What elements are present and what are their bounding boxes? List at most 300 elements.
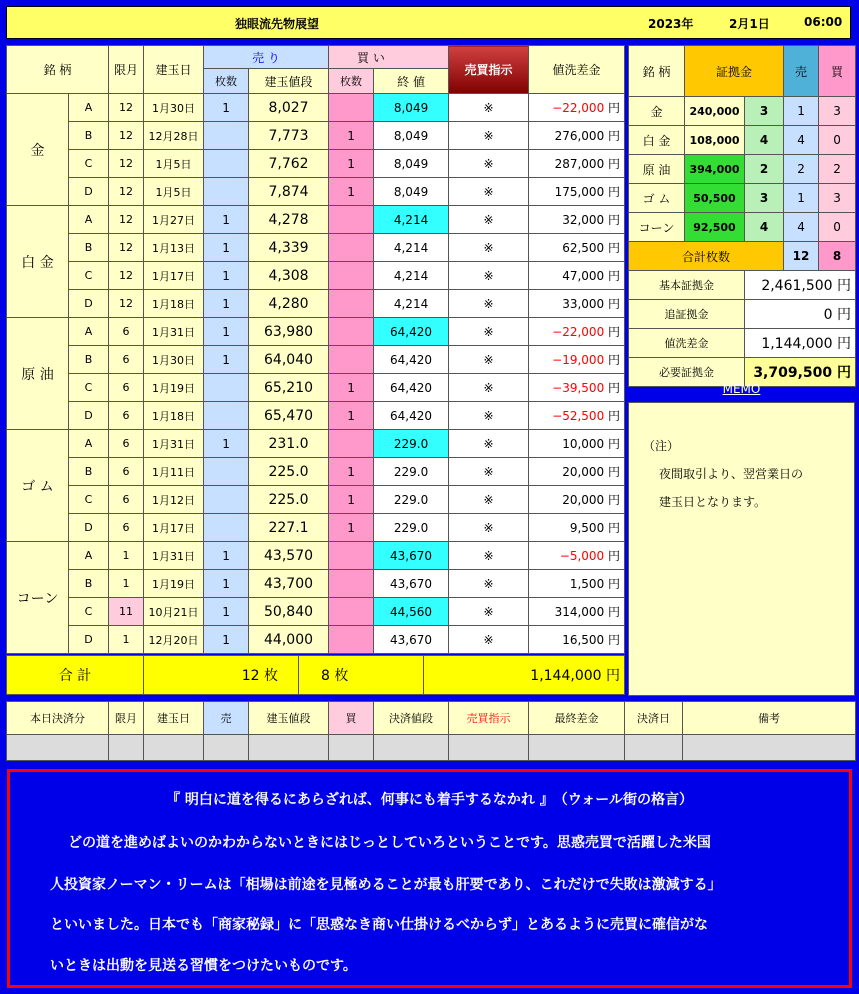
mtm-value: 32,000 — [562, 213, 605, 227]
mtm-value: 47,000 — [562, 269, 605, 283]
table-row — [7, 374, 625, 402]
commodity-name: ゴ ム — [7, 430, 69, 542]
mtm-diff — [529, 122, 625, 150]
margin-commodity: ゴ ム — [629, 184, 685, 213]
signal-mark: ※ — [449, 94, 529, 122]
entry-price: 43,570 — [249, 542, 329, 570]
contract-key: C — [69, 374, 109, 402]
mtm-diff — [529, 234, 625, 262]
buy-count — [329, 626, 374, 654]
commodity-name: 金 — [7, 94, 69, 206]
signal-mark: ※ — [449, 626, 529, 654]
close-price: 64,420 — [374, 374, 449, 402]
settle-cell — [529, 735, 625, 761]
margin-sell: 4 — [784, 213, 819, 242]
yen-unit: 円 — [608, 549, 621, 563]
col-meigara: 銘 柄 — [7, 46, 109, 94]
mtm-diff — [529, 402, 625, 430]
position-date: 1月19日 — [144, 570, 204, 598]
signal-mark: ※ — [449, 402, 529, 430]
mtm-value: 10,000 — [562, 437, 605, 451]
margin-count: 2 — [745, 155, 784, 184]
col-signal: 売買指示 — [449, 46, 529, 94]
sell-count — [204, 178, 249, 206]
close-price: 43,670 — [374, 542, 449, 570]
contract-key: A — [69, 430, 109, 458]
summary-value: 1,144,000 円 — [745, 329, 856, 358]
header-bar — [6, 6, 851, 39]
position-date: 1月5日 — [144, 178, 204, 206]
contract-month: 12 — [109, 94, 144, 122]
mtm-diff — [529, 486, 625, 514]
position-date: 1月13日 — [144, 234, 204, 262]
close-price: 64,420 — [374, 402, 449, 430]
header-date: 2月1日 — [729, 17, 770, 31]
table-row — [7, 262, 625, 290]
close-price: 229.0 — [374, 514, 449, 542]
mtm-diff — [529, 262, 625, 290]
contract-month: 12 — [109, 234, 144, 262]
buy-count: 1 — [329, 122, 374, 150]
margin-table — [628, 45, 856, 387]
margin-commodity: 金 — [629, 97, 685, 126]
buy-count: 1 — [329, 374, 374, 402]
sell-count: 1 — [204, 542, 249, 570]
mtm-value: 62,500 — [562, 241, 605, 255]
yen-unit: 円 — [608, 269, 621, 283]
position-date: 1月27日 — [144, 206, 204, 234]
total-count-buy: 8 — [819, 242, 856, 271]
yen-unit: 円 — [608, 185, 621, 199]
mtm-diff — [529, 178, 625, 206]
table-row — [7, 626, 625, 654]
buy-count — [329, 570, 374, 598]
summary-row — [629, 300, 856, 329]
table-row — [7, 150, 625, 178]
contract-month: 1 — [109, 626, 144, 654]
table-row — [7, 570, 625, 598]
signal-mark: ※ — [449, 150, 529, 178]
mtm-value: 9,500 — [569, 521, 605, 535]
position-date: 1月12日 — [144, 486, 204, 514]
settle-col: 決済日 — [625, 702, 683, 735]
buy-count — [329, 318, 374, 346]
settle-col: 売買指示 — [449, 702, 529, 735]
entry-price: 7,773 — [249, 122, 329, 150]
col-sell-header: 売 り — [204, 46, 329, 69]
settle-cell — [249, 735, 329, 761]
settle-col: 買 — [329, 702, 374, 735]
mtm-value: 16,500 — [562, 633, 605, 647]
margin-row — [629, 184, 856, 213]
sell-count: 1 — [204, 430, 249, 458]
entry-price: 7,874 — [249, 178, 329, 206]
contract-month: 11 — [109, 598, 144, 626]
entry-price: 8,027 — [249, 94, 329, 122]
close-price: 4,214 — [374, 234, 449, 262]
close-price: 4,214 — [374, 290, 449, 318]
col-sagaku: 値洗差金 — [529, 46, 625, 94]
contract-key: B — [69, 346, 109, 374]
contract-key: D — [69, 514, 109, 542]
signal-mark: ※ — [449, 542, 529, 570]
sell-count — [204, 402, 249, 430]
margin-count: 3 — [745, 184, 784, 213]
position-date: 1月30日 — [144, 346, 204, 374]
position-date: 1月17日 — [144, 262, 204, 290]
close-price: 43,670 — [374, 570, 449, 598]
mtm-diff — [529, 514, 625, 542]
summary-row — [629, 271, 856, 300]
settle-cell — [144, 735, 204, 761]
summary-label: 値洗差金 — [629, 329, 745, 358]
contract-key: A — [69, 94, 109, 122]
mtm-diff — [529, 430, 625, 458]
yen-unit: 円 — [608, 409, 621, 423]
position-date: 1月5日 — [144, 150, 204, 178]
contract-key: C — [69, 486, 109, 514]
settle-col: 建玉値段 — [249, 702, 329, 735]
buy-count — [329, 346, 374, 374]
close-price: 229.0 — [374, 486, 449, 514]
total-buy: 8 枚 — [299, 656, 424, 695]
buy-count — [329, 542, 374, 570]
mtm-value: −39,500 — [552, 381, 605, 395]
position-date: 1月31日 — [144, 542, 204, 570]
sell-count: 1 — [204, 318, 249, 346]
position-date: 1月30日 — [144, 94, 204, 122]
margin-row — [629, 155, 856, 184]
sell-count: 1 — [204, 346, 249, 374]
total-label: 合 計 — [7, 656, 144, 695]
sell-count: 1 — [204, 262, 249, 290]
buy-count — [329, 430, 374, 458]
entry-price: 231.0 — [249, 430, 329, 458]
mtm-diff — [529, 94, 625, 122]
mtm-value: 20,000 — [562, 465, 605, 479]
table-row — [7, 430, 625, 458]
position-date: 12月28日 — [144, 122, 204, 150]
position-date: 1月18日 — [144, 290, 204, 318]
yen-unit: 円 — [608, 325, 621, 339]
margin-row — [629, 126, 856, 155]
total-sell: 12 枚 — [144, 656, 299, 695]
settlement-table — [6, 701, 856, 761]
contract-month: 6 — [109, 430, 144, 458]
mtm-value: −19,000 — [552, 353, 605, 367]
buy-count: 1 — [329, 402, 374, 430]
position-date: 10月21日 — [144, 598, 204, 626]
page-title: 独眼流先物展望 — [235, 17, 320, 31]
mtm-value: 276,000 — [554, 129, 605, 143]
table-row — [7, 290, 625, 318]
signal-mark: ※ — [449, 346, 529, 374]
yen-unit: 円 — [608, 129, 621, 143]
table-row — [7, 402, 625, 430]
mtm-diff — [529, 374, 625, 402]
sell-count: 1 — [204, 626, 249, 654]
total-count-sell: 12 — [784, 242, 819, 271]
entry-price: 43,700 — [249, 570, 329, 598]
sell-count: 1 — [204, 234, 249, 262]
contract-month: 6 — [109, 318, 144, 346]
col-gengetsu: 限月 — [109, 46, 144, 94]
close-price: 8,049 — [374, 94, 449, 122]
close-price: 43,670 — [374, 626, 449, 654]
close-price: 44,560 — [374, 598, 449, 626]
table-row — [7, 318, 625, 346]
sell-count — [204, 374, 249, 402]
mtm-diff — [529, 318, 625, 346]
col-tatene: 建玉値段 — [249, 69, 329, 94]
contract-key: B — [69, 570, 109, 598]
mtm-diff — [529, 598, 625, 626]
mtm-value: 33,000 — [562, 297, 605, 311]
contract-month: 12 — [109, 178, 144, 206]
yen-unit: 円 — [608, 493, 621, 507]
mtm-value: 1,500 — [569, 577, 605, 591]
sell-count: 1 — [204, 598, 249, 626]
sell-count — [204, 514, 249, 542]
contract-key: B — [69, 458, 109, 486]
summary-label: 基本証拠金 — [629, 271, 745, 300]
buy-count: 1 — [329, 150, 374, 178]
settle-col: 限月 — [109, 702, 144, 735]
entry-price: 65,210 — [249, 374, 329, 402]
yen-unit: 円 — [608, 437, 621, 451]
mtm-value: −5,000 — [559, 549, 605, 563]
quote-line-1: どの道を進めばよいのかわからないときにはじっとしていろということです。思惑売買で活躍した米国 — [68, 835, 711, 851]
sell-count: 1 — [204, 570, 249, 598]
table-row — [7, 458, 625, 486]
sell-count — [204, 486, 249, 514]
memo-line-1: （注） — [643, 439, 680, 453]
buy-count: 1 — [329, 458, 374, 486]
close-price: 229.0 — [374, 458, 449, 486]
mtm-diff — [529, 150, 625, 178]
margin-commodity: 原 油 — [629, 155, 685, 184]
entry-price: 4,308 — [249, 262, 329, 290]
margin-amount: 50,500 — [685, 184, 745, 213]
memo-line-3: 建玉日となります。 — [659, 495, 767, 509]
buy-count — [329, 206, 374, 234]
summary-value: 2,461,500 円 — [745, 271, 856, 300]
table-row — [7, 178, 625, 206]
contract-key: D — [69, 178, 109, 206]
commodity-name: 原 油 — [7, 318, 69, 430]
signal-mark: ※ — [449, 570, 529, 598]
signal-mark: ※ — [449, 290, 529, 318]
positions-table — [6, 45, 625, 654]
yen-unit: 円 — [608, 633, 621, 647]
contract-month: 6 — [109, 402, 144, 430]
memo-link[interactable]: MEMO — [722, 382, 761, 396]
margin-amount: 92,500 — [685, 213, 745, 242]
margin-row — [629, 97, 856, 126]
sell-count: 1 — [204, 206, 249, 234]
quote-box — [7, 769, 852, 988]
margin-buy: 0 — [819, 126, 856, 155]
close-price: 8,049 — [374, 122, 449, 150]
table-row — [7, 486, 625, 514]
buy-count — [329, 598, 374, 626]
margin-commodity: 白 金 — [629, 126, 685, 155]
contract-key: C — [69, 150, 109, 178]
signal-mark: ※ — [449, 486, 529, 514]
entry-price: 4,339 — [249, 234, 329, 262]
margin-col-amount: 証拠金 — [685, 46, 784, 97]
margin-buy: 2 — [819, 155, 856, 184]
contract-key: B — [69, 122, 109, 150]
summary-value: 3,709,500 円 — [745, 358, 856, 387]
entry-price: 63,980 — [249, 318, 329, 346]
summary-row — [629, 329, 856, 358]
quote-line-3: といいました。日本でも「商家秘録」に「思惑なき商い仕掛けるべからず」とあるように売買に確信がな — [50, 917, 708, 933]
col-owarine: 終 値 — [374, 69, 449, 94]
contract-month: 6 — [109, 374, 144, 402]
signal-mark: ※ — [449, 458, 529, 486]
contract-key: B — [69, 234, 109, 262]
contract-key: C — [69, 598, 109, 626]
mtm-diff — [529, 346, 625, 374]
contract-month: 12 — [109, 206, 144, 234]
settle-cell — [204, 735, 249, 761]
contract-month: 12 — [109, 122, 144, 150]
settle-col: 最終差金 — [529, 702, 625, 735]
entry-price: 65,470 — [249, 402, 329, 430]
signal-mark: ※ — [449, 514, 529, 542]
close-price: 8,049 — [374, 178, 449, 206]
yen-unit: 円 — [608, 521, 621, 535]
margin-buy: 3 — [819, 184, 856, 213]
entry-price: 225.0 — [249, 486, 329, 514]
position-date: 1月11日 — [144, 458, 204, 486]
yen-unit: 円 — [608, 577, 621, 591]
quote-line-2: 人投資家ノーマン・リームは「相場は前途を見極めることが最も肝要であり、これだけで失敗は激減する」 — [50, 877, 722, 893]
header-time: 06:00 — [804, 15, 843, 29]
sell-count — [204, 150, 249, 178]
quote-line-4: いときは出動を見送る習慣をつけたいものです。 — [50, 958, 357, 974]
mtm-diff — [529, 542, 625, 570]
entry-price: 4,278 — [249, 206, 329, 234]
entry-price: 227.1 — [249, 514, 329, 542]
contract-month: 12 — [109, 290, 144, 318]
buy-count: 1 — [329, 178, 374, 206]
settle-cell — [625, 735, 683, 761]
yen-unit: 円 — [608, 157, 621, 171]
margin-amount: 394,000 — [685, 155, 745, 184]
settle-col: 建玉日 — [144, 702, 204, 735]
yen-unit: 円 — [608, 465, 621, 479]
mtm-diff — [529, 206, 625, 234]
col-buy-count: 枚数 — [329, 69, 374, 94]
total-row — [6, 655, 625, 695]
table-row — [7, 94, 625, 122]
close-price: 8,049 — [374, 150, 449, 178]
total-diff: 1,144,000 円 — [424, 656, 625, 695]
margin-count: 4 — [745, 126, 784, 155]
mtm-diff — [529, 290, 625, 318]
mtm-value: 20,000 — [562, 493, 605, 507]
contract-month: 1 — [109, 570, 144, 598]
entry-price: 7,762 — [249, 150, 329, 178]
margin-sell: 2 — [784, 155, 819, 184]
close-price: 4,214 — [374, 262, 449, 290]
yen-unit: 円 — [608, 381, 621, 395]
sell-count: 1 — [204, 94, 249, 122]
margin-count: 3 — [745, 97, 784, 126]
col-buy-header: 買 い — [329, 46, 449, 69]
contract-month: 6 — [109, 346, 144, 374]
sell-count — [204, 458, 249, 486]
yen-unit: 円 — [608, 353, 621, 367]
settle-col: 決済値段 — [374, 702, 449, 735]
table-row — [7, 122, 625, 150]
contract-month: 6 — [109, 458, 144, 486]
position-date: 1月31日 — [144, 318, 204, 346]
position-date: 1月18日 — [144, 402, 204, 430]
commodity-name: 白 金 — [7, 206, 69, 318]
signal-mark: ※ — [449, 598, 529, 626]
memo-line-2: 夜間取引より、翌営業日の — [659, 467, 804, 481]
mtm-diff — [529, 626, 625, 654]
buy-count: 1 — [329, 486, 374, 514]
position-date: 12月20日 — [144, 626, 204, 654]
yen-unit: 円 — [608, 101, 621, 115]
margin-amount: 240,000 — [685, 97, 745, 126]
contract-key: D — [69, 626, 109, 654]
contract-key: A — [69, 206, 109, 234]
table-row — [7, 206, 625, 234]
memo-box — [628, 402, 855, 696]
mtm-value: −22,000 — [552, 101, 605, 115]
signal-mark: ※ — [449, 374, 529, 402]
contract-key: D — [69, 402, 109, 430]
margin-sell: 4 — [784, 126, 819, 155]
header-year: 2023年 — [648, 17, 694, 31]
margin-col-meigara: 銘 柄 — [629, 46, 685, 97]
close-price: 4,214 — [374, 206, 449, 234]
settle-cell — [449, 735, 529, 761]
table-row — [7, 234, 625, 262]
mtm-value: −22,000 — [552, 325, 605, 339]
settle-cell — [109, 735, 144, 761]
settle-cell — [374, 735, 449, 761]
signal-mark: ※ — [449, 262, 529, 290]
margin-total-row — [629, 242, 856, 271]
contract-month: 6 — [109, 514, 144, 542]
settle-cell — [683, 735, 856, 761]
contract-key: D — [69, 290, 109, 318]
signal-mark: ※ — [449, 234, 529, 262]
quote-title: 『 明白に道を得るにあらざれば、何事にも着手するなかれ 』 （ウォール街の格言） — [166, 792, 693, 808]
entry-price: 225.0 — [249, 458, 329, 486]
margin-buy: 3 — [819, 97, 856, 126]
contract-key: A — [69, 542, 109, 570]
total-count-label: 合計枚数 — [629, 242, 784, 271]
table-row — [7, 514, 625, 542]
contract-month: 1 — [109, 542, 144, 570]
sell-count — [204, 122, 249, 150]
signal-mark: ※ — [449, 430, 529, 458]
buy-count — [329, 262, 374, 290]
contract-month: 6 — [109, 486, 144, 514]
commodity-name: コーン — [7, 542, 69, 654]
contract-month: 12 — [109, 150, 144, 178]
contract-month: 12 — [109, 262, 144, 290]
settle-col: 売 — [204, 702, 249, 735]
yen-unit: 円 — [608, 241, 621, 255]
